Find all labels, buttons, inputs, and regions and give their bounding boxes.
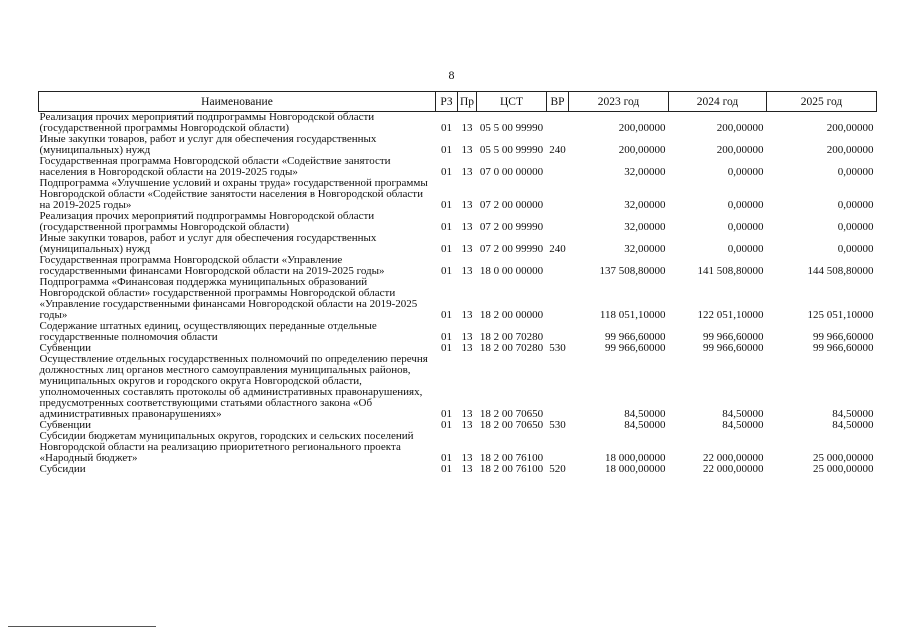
cell-2024: 200,00000 [716, 144, 764, 156]
cell-cst: 05 5 00 99990 [479, 144, 544, 156]
cell-rz: 01 [441, 199, 452, 211]
cell-vr: 240 [549, 243, 566, 255]
cell-rz: 01 [441, 331, 452, 343]
cell-2025: 99 966,60000 [813, 342, 874, 354]
table-row [39, 431, 877, 464]
table-row [39, 277, 877, 321]
cell-name: Субвенции [39, 342, 92, 354]
cell-vr [547, 211, 569, 233]
table-row [39, 464, 877, 475]
cell-pr: 13 [461, 452, 473, 464]
footnote-rule [8, 626, 156, 627]
cell-pr: 13 [461, 243, 473, 255]
table-body [39, 112, 877, 476]
table-row [39, 112, 877, 135]
cell-2025: 84,50000 [832, 419, 874, 431]
cell-rz: 01 [441, 408, 452, 420]
cell-2023: 118 051,10000 [599, 309, 666, 321]
table-row [39, 156, 877, 178]
cell-rz: 01 [441, 419, 452, 431]
cell-pr: 13 [461, 309, 473, 321]
header-row [39, 92, 877, 112]
cell-name: Подпрограмма «Финансовая поддержка муниципальных образований Новгородской области» государственной программы Новгородской области «Управление государственными финансами Новгородской области на 2019-2025 годы» [39, 276, 418, 321]
cell-cst: 05 5 00 99990 [479, 122, 544, 134]
cell-2024: 0,00000 [727, 166, 764, 178]
cell-cst: 18 2 00 70650 [479, 408, 544, 420]
cell-name: Субсидии бюджетам муниципальных округов, городских и сельских поселений Новгородской области на реализацию приоритетного регионального проекта «Народный бюджет» [39, 430, 414, 464]
cell-2023: 18 000,00000 [605, 452, 666, 464]
cell-pr: 13 [461, 419, 473, 431]
cell-cst: 18 2 00 70280 [479, 331, 544, 343]
header-name: Наименование [39, 92, 436, 112]
header-2024: 2024 год [669, 92, 767, 112]
cell-rz: 01 [441, 463, 452, 475]
cell-pr: 13 [461, 122, 473, 134]
cell-2025: 144 508,80000 [807, 265, 874, 277]
cell-2025: 84,50000 [832, 408, 874, 420]
cell-2025: 25 000,00000 [813, 452, 874, 464]
table-row [39, 178, 877, 211]
header-2025: 2025 год [767, 92, 877, 112]
cell-2024: 200,00000 [716, 122, 764, 134]
cell-cst: 18 2 00 76100 [479, 452, 544, 464]
cell-2024: 141 508,80000 [697, 265, 764, 277]
header-cst: ЦСТ [477, 92, 547, 112]
cell-pr: 13 [461, 265, 473, 277]
cell-rz: 01 [441, 221, 452, 233]
header-pr: Пр [458, 92, 477, 112]
cell-rz: 01 [441, 243, 452, 255]
budget-table [38, 91, 877, 475]
cell-vr [547, 431, 569, 464]
cell-rz: 01 [441, 309, 452, 321]
cell-cst: 18 2 00 00000 [479, 309, 544, 321]
cell-rz: 01 [441, 452, 452, 464]
cell-name: Осуществление отдельных государственных полномочий по определению перечня должностных лиц органов местного самоуправления муниципальных районов, муниципальных округов и городского округа Новгородской области, уполномоченных составлять протоколы об административных правонарушениях, предусмотренных соответствующими статьями областного закона «Об административных правонарушениях» [39, 353, 428, 420]
cell-cst: 07 0 00 00000 [479, 166, 544, 178]
cell-2024: 22 000,00000 [703, 463, 764, 475]
cell-vr [547, 321, 569, 343]
cell-2023: 32,00000 [624, 221, 666, 233]
cell-cst: 07 2 00 99990 [479, 243, 544, 255]
cell-vr [547, 255, 569, 277]
cell-2025: 0,00000 [837, 166, 874, 178]
cell-2023: 99 966,60000 [605, 342, 666, 354]
cell-2024: 99 966,60000 [703, 342, 764, 354]
cell-2023: 200,00000 [618, 122, 666, 134]
cell-vr [547, 178, 569, 211]
cell-vr: 240 [549, 144, 566, 156]
cell-rz: 01 [441, 265, 452, 277]
cell-vr: 520 [549, 463, 566, 475]
cell-vr [547, 277, 569, 321]
cell-rz: 01 [441, 122, 452, 134]
cell-name: Подпрограмма «Улучшение условий и охраны труда» государственной программы Новгородской области «Содействие занятости населения в Новгородской области на 2019-2025 годы» [39, 177, 428, 211]
cell-pr: 13 [461, 199, 473, 211]
cell-2024: 0,00000 [727, 221, 764, 233]
cell-vr: 530 [549, 342, 566, 354]
table-row [39, 233, 877, 255]
cell-cst: 18 2 00 76100 [479, 463, 544, 475]
cell-2023: 32,00000 [624, 199, 666, 211]
cell-2025: 200,00000 [826, 122, 874, 134]
header-rz: РЗ [436, 92, 458, 112]
cell-name: Иные закупки товаров, работ и услуг для обеспечения государственных (муниципальных) нужд [39, 133, 377, 156]
cell-2024: 0,00000 [727, 199, 764, 211]
cell-2024: 22 000,00000 [703, 452, 764, 464]
cell-2025: 0,00000 [837, 221, 874, 233]
cell-2023: 32,00000 [624, 243, 666, 255]
cell-pr: 13 [461, 166, 473, 178]
cell-rz: 01 [441, 144, 452, 156]
table-row [39, 134, 877, 156]
cell-cst: 18 2 00 70280 [479, 342, 544, 354]
cell-2023: 84,50000 [624, 419, 666, 431]
cell-pr: 13 [461, 331, 473, 343]
cell-2023: 200,00000 [618, 144, 666, 156]
cell-cst: 07 2 00 99990 [479, 221, 544, 233]
cell-pr: 13 [461, 342, 473, 354]
cell-name: Реализация прочих мероприятий подпрограммы Новгородской области (государственной программы Новгородской области) [39, 111, 375, 134]
cell-2025: 125 051,10000 [807, 309, 874, 321]
cell-2024: 122 051,10000 [697, 309, 764, 321]
cell-2023: 18 000,00000 [605, 463, 666, 475]
cell-2024: 0,00000 [727, 243, 764, 255]
cell-cst: 18 2 00 70650 [479, 419, 544, 431]
cell-name: Содержание штатных единиц, осуществляющих переданные отдельные государственные полномочия области [39, 320, 377, 343]
table-row [39, 321, 877, 343]
page-number: 8 [448, 68, 455, 82]
cell-2024: 99 966,60000 [703, 331, 764, 343]
table-row [39, 255, 877, 277]
cell-name: Иные закупки товаров, работ и услуг для обеспечения государственных (муниципальных) нужд [39, 232, 377, 255]
cell-name: Государственная программа Новгородской области «Управление государственными финансами Новгородской области на 2019-2025 годы» [39, 254, 385, 277]
cell-2023: 32,00000 [624, 166, 666, 178]
cell-2023: 84,50000 [624, 408, 666, 420]
cell-2025: 99 966,60000 [813, 331, 874, 343]
cell-cst: 18 0 00 00000 [479, 265, 544, 277]
cell-rz: 01 [441, 166, 452, 178]
cell-name: Реализация прочих мероприятий подпрограммы Новгородской области (государственной программы Новгородской области) [39, 210, 375, 233]
cell-vr [547, 156, 569, 178]
header-vr: ВР [547, 92, 569, 112]
cell-2025: 25 000,00000 [813, 463, 874, 475]
cell-2024: 84,50000 [722, 408, 764, 420]
table-row [39, 211, 877, 233]
cell-2024: 84,50000 [722, 419, 764, 431]
cell-name: Субвенции [39, 419, 92, 431]
cell-2023: 137 508,80000 [599, 265, 666, 277]
cell-name: Субсидии [39, 463, 86, 475]
cell-vr [547, 354, 569, 420]
header-2023: 2023 год [569, 92, 669, 112]
cell-vr [547, 112, 569, 135]
table-row [39, 354, 877, 420]
cell-cst: 07 2 00 00000 [479, 199, 544, 211]
cell-2025: 200,00000 [826, 144, 874, 156]
cell-vr: 530 [549, 419, 566, 431]
cell-name: Государственная программа Новгородской области «Содействие занятости населения в Новгородской области на 2019-2025 годы» [39, 155, 391, 178]
cell-pr: 13 [461, 463, 473, 475]
cell-pr: 13 [461, 408, 473, 420]
cell-rz: 01 [441, 342, 452, 354]
cell-pr: 13 [461, 144, 473, 156]
cell-2025: 0,00000 [837, 199, 874, 211]
cell-2023: 99 966,60000 [605, 331, 666, 343]
cell-2025: 0,00000 [837, 243, 874, 255]
cell-pr: 13 [461, 221, 473, 233]
